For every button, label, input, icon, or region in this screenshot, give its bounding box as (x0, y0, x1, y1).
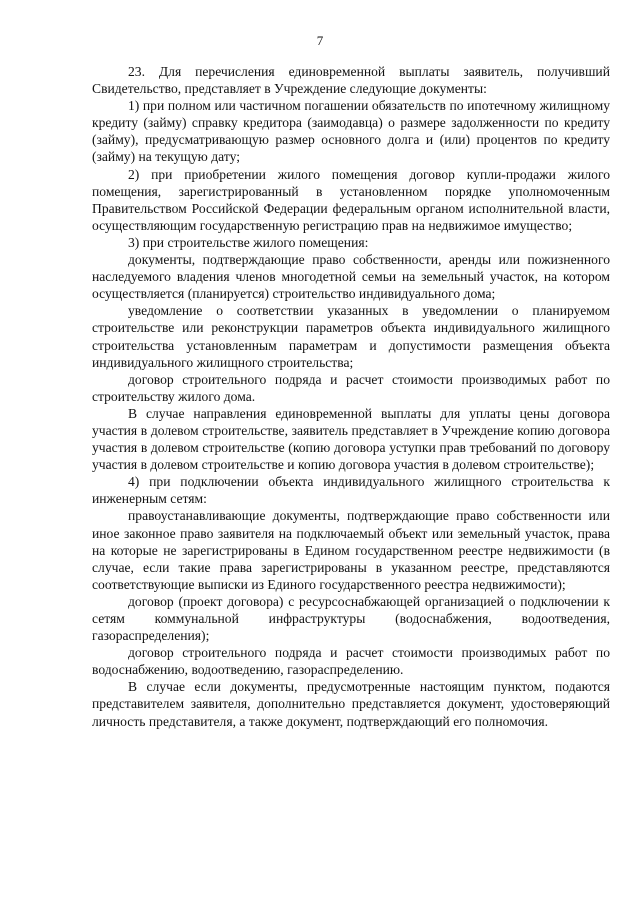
paragraph-title-documents: правоустанавливающие документы, подтверждающие право собственности или иное законное право заявителя на подключаемый объект или земельный участок, права на которые не зарегистрированы в Едином государственном реестре недвижимости (в случае, если такие права зарегистрированы в указанном реестре, представляются соответствующие выписки из Единого государственного реестра недвижимости); (92, 508, 610, 592)
paragraph-item-4: 4) при подключении объекта индивидуального жилищного строительства к инженерным сетям: (92, 474, 610, 507)
paragraph-representative: В случае если документы, предусмотренные настоящим пунктом, подаются представителем заявителя, дополнительно представляется документ, удостоверяющий личность представителя, а также документ, подтверждающий его полномочия. (92, 679, 610, 729)
paragraph-item-3: 3) при строительстве жилого помещения: (128, 234, 369, 250)
paragraph-item-2: 2) при приобретении жилого помещения договор купли-продажи жилого помещения, зарегистрированный в установленном порядке уполномоченным Правительством Российской Федерации федеральным органом исполнительной власти, осуществляющим государственную регистрацию прав на недвижимое имущество; (92, 166, 610, 233)
paragraph-shared-construction: В случае направления единовременной выплаты для уплаты цены договора участия в долевом строительстве, заявитель представляет в Учреждение копию договора участия в долевом строительстве (копию договора уступки прав требований по договору участия в долевом строительстве и копию договора участия в долевом строительстве); (92, 405, 610, 473)
paragraph-land-documents: документы, подтверждающие право собственности, аренды или пожизненного наследуемого владения членов многодетной семьи на земельный участок, на котором осуществляется (планируется) строительство индивидуального дома; (92, 252, 610, 302)
paragraph-item-1: 1) при полном или частичном погашении обязательств по ипотечному жилищному кредиту (займу) справку кредитора (заимодавца) о размере задолженности по кредиту (займу), предусматривающую размер основного долга и (или) процентов по кредиту (займу) на текущую дату; (92, 98, 610, 165)
paragraph-utility-works-contract: договор строительного подряда и расчет стоимости производимых работ по водоснабжению, водоотведению, газораспределению. (92, 645, 610, 678)
document-body (92, 63, 610, 730)
paragraph-23-intro: 23. Для перечисления единовременной выплаты заявитель, получивший Свидетельство, представляет в Учреждение следующие документы: (92, 64, 610, 97)
page-number: 7 (316, 33, 324, 48)
paragraph-construction-contract: договор строительного подряда и расчет стоимости производимых работ по строительству жилого дома. (92, 371, 610, 404)
paragraph-construction-notice: уведомление о соответствии указанных в уведомлении о планируемом строительстве или реконструкции параметров объекта индивидуального жилищного строительства установленным параметрам и допустимости размещения объекта индивидуального жилищного строительства; (92, 303, 610, 370)
paragraph-utility-contract: договор (проект договора) с ресурсоснабжающей организацией о подключении к сетям коммунальной инфраструктуры (водоснабжения, водоотведения, газораспределения); (92, 593, 610, 644)
